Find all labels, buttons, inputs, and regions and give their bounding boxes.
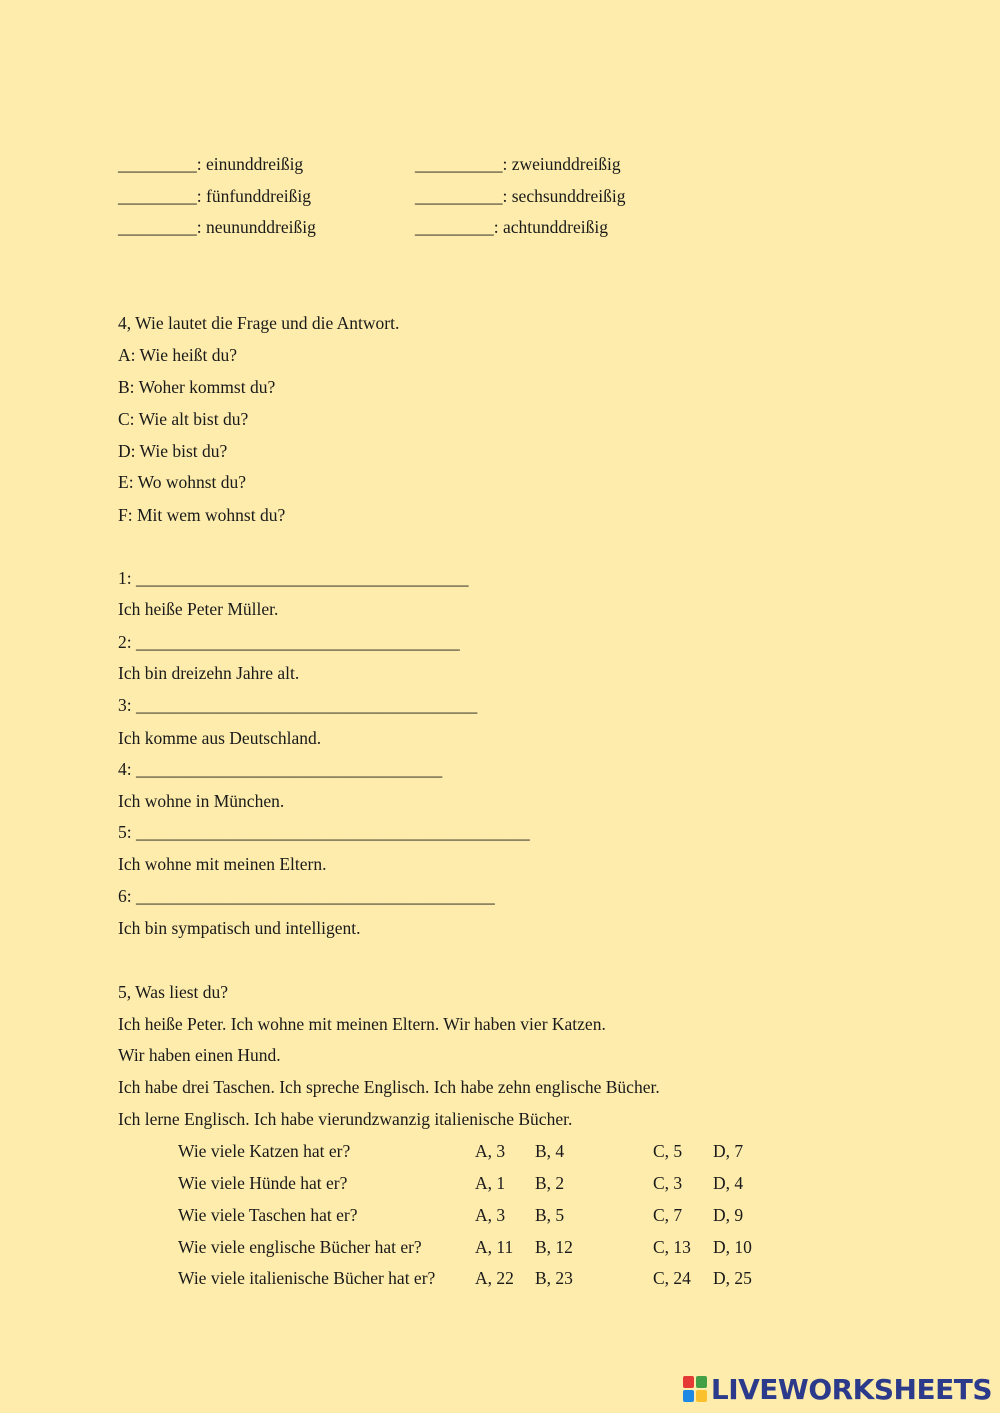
answer-blank[interactable]: _________	[118, 186, 197, 206]
reading-text-line: Ich heiße Peter. Ich wohne mit meinen Eltern. Wir haben vier Katzen.	[118, 1014, 606, 1034]
answer-blank[interactable]: __________	[415, 186, 503, 206]
question-option: E: Wo wohnst du?	[118, 472, 247, 492]
question-option: B: Woher kommst du?	[118, 377, 276, 397]
question-blank-2[interactable]: 2: _____________________________________	[118, 632, 460, 652]
number-word: : achtunddreißig	[493, 217, 608, 237]
question-blank-1[interactable]: 1: ______________________________________	[118, 568, 469, 588]
quiz-option-a[interactable]: A, 1	[475, 1173, 506, 1193]
answer-text: Ich bin dreizehn Jahre alt.	[118, 663, 300, 683]
answer-text: Ich wohne in München.	[118, 791, 285, 811]
quiz-option-b[interactable]: B, 2	[535, 1173, 565, 1193]
number-word: : sechsunddreißig	[502, 186, 626, 206]
question-option: C: Wie alt bist du?	[118, 409, 249, 429]
number-word: : neununddreißig	[196, 217, 316, 237]
quiz-question: Wie viele Hünde hat er?	[178, 1173, 348, 1193]
question-option: D: Wie bist du?	[118, 441, 228, 461]
quiz-option-d[interactable]: D, 4	[713, 1173, 744, 1193]
answer-blank[interactable]: _________	[118, 154, 197, 174]
quiz-option-a[interactable]: A, 3	[475, 1205, 506, 1225]
number-word-item	[118, 186, 311, 206]
section5-title: 5, Was liest du?	[118, 982, 229, 1002]
logo-text: LIVEWORKSHEETS	[710, 1372, 992, 1406]
quiz-option-d[interactable]: D, 7	[713, 1141, 744, 1161]
number-word: : zweiunddreißig	[502, 154, 621, 174]
quiz-question: Wie viele italienische Bücher hat er?	[178, 1268, 436, 1288]
question-option: F: Mit wem wohnst du?	[118, 505, 286, 525]
quiz-question: Wie viele Taschen hat er?	[178, 1205, 358, 1225]
number-word-item	[415, 217, 608, 237]
number-word-item	[118, 154, 303, 174]
liveworksheets-logo-icon	[683, 1376, 707, 1402]
quiz-option-b[interactable]: B, 12	[535, 1237, 573, 1257]
answer-text: Ich wohne mit meinen Eltern.	[118, 854, 327, 874]
number-word: : einunddreißig	[196, 154, 304, 174]
quiz-option-b[interactable]: B, 23	[535, 1268, 573, 1288]
question-option: A: Wie heißt du?	[118, 345, 238, 365]
number-word: : fünfunddreißig	[196, 186, 311, 206]
quiz-option-c[interactable]: C, 24	[653, 1268, 691, 1288]
reading-text-line: Ich lerne Englisch. Ich habe vierundzwanzig italienische Bücher.	[118, 1109, 573, 1129]
quiz-option-b[interactable]: B, 4	[535, 1141, 565, 1161]
number-word-item	[415, 154, 621, 174]
quiz-option-d[interactable]: D, 10	[713, 1237, 752, 1257]
reading-text-line: Wir haben einen Hund.	[118, 1045, 281, 1065]
liveworksheets-logo	[683, 1373, 992, 1405]
answer-blank[interactable]: _________	[118, 217, 197, 237]
answer-blank[interactable]: _________	[415, 217, 494, 237]
question-blank-4[interactable]: 4: ___________________________________	[118, 759, 443, 779]
quiz-question: Wie viele englische Bücher hat er?	[178, 1237, 422, 1257]
answer-text: Ich heiße Peter Müller.	[118, 599, 279, 619]
quiz-option-c[interactable]: C, 5	[653, 1141, 683, 1161]
section4-title: 4, Wie lautet die Frage und die Antwort.	[118, 313, 400, 333]
question-blank-6[interactable]: 6: _________________________________________	[118, 886, 495, 906]
quiz-option-c[interactable]: C, 13	[653, 1237, 691, 1257]
quiz-option-d[interactable]: D, 9	[713, 1205, 744, 1225]
number-word-item	[415, 186, 625, 206]
quiz-option-c[interactable]: C, 7	[653, 1205, 683, 1225]
reading-text-line: Ich habe drei Taschen. Ich spreche Englisch. Ich habe zehn englische Bücher.	[118, 1077, 660, 1097]
quiz-option-d[interactable]: D, 25	[713, 1268, 752, 1288]
answer-blank[interactable]: __________	[415, 154, 503, 174]
quiz-option-a[interactable]: A, 3	[475, 1141, 506, 1161]
quiz-option-a[interactable]: A, 11	[475, 1237, 514, 1257]
question-blank-5[interactable]: 5: _____________________________________________	[118, 822, 530, 842]
quiz-question: Wie viele Katzen hat er?	[178, 1141, 351, 1161]
question-blank-3[interactable]: 3: _______________________________________	[118, 695, 478, 715]
quiz-option-b[interactable]: B, 5	[535, 1205, 565, 1225]
answer-text: Ich bin sympatisch und intelligent.	[118, 918, 361, 938]
quiz-option-c[interactable]: C, 3	[653, 1173, 683, 1193]
number-word-item	[118, 217, 316, 237]
quiz-option-a[interactable]: A, 22	[475, 1268, 514, 1288]
answer-text: Ich komme aus Deutschland.	[118, 728, 322, 748]
